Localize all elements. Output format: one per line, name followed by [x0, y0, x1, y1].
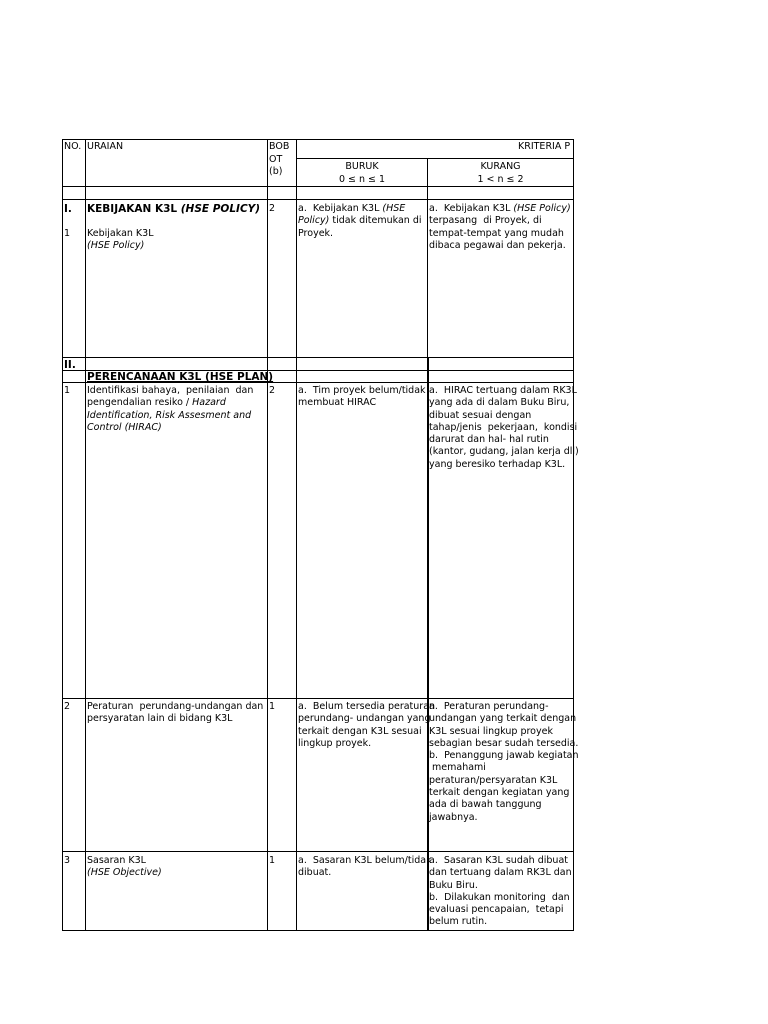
- grid-line: [62, 357, 574, 358]
- item-2-3-buruk: a. Sasaran K3L belum/tidak dibuat.: [298, 855, 432, 879]
- item-1-1-buruk-suffix: tidak ditemukan di Proyek.: [298, 215, 422, 239]
- header-uraian: URAIAN: [87, 141, 124, 152]
- item-2-2-kurang: a. Peraturan perundang- undangan yang terkait dengan K3L sesuai lingkup proyek sebagian besar sudah tersedia. b. Penanggung jawab kegiatan memahami peraturan/persyaratan K3L terkait dengan kegiatan yang ada di bawah tanggung jawabnya.: [429, 701, 579, 823]
- item-1-1-label-italic: (HSE Policy): [87, 240, 145, 251]
- grid-line: [62, 139, 574, 140]
- item-2-1-buruk: a. Tim proyek belum/tidak membuat HIRAC: [298, 385, 426, 409]
- grid-line: [267, 139, 268, 930]
- grid-line: [62, 698, 574, 699]
- grid-line: [62, 139, 63, 930]
- item-1-1-kurang-prefix: a. Kebijakan K3L: [429, 203, 514, 214]
- item-2-1-uraian-plain: Identifikasi bahaya, penilaian dan pengendalian resiko /: [87, 385, 254, 409]
- section-2-title: PERENCANAAN K3L (HSE PLAN): [87, 371, 274, 383]
- section-1-title: [87, 203, 260, 215]
- item-2-3-no: 3: [64, 855, 71, 866]
- section-1-bobot: 2: [269, 203, 276, 214]
- item-1-1-buruk-italic: (HSE Policy): [298, 203, 406, 227]
- item-2-1-uraian-italic: Hazard Identification, Risk Assesment and Control (HIRAC): [87, 397, 252, 433]
- grid-line: [62, 199, 574, 200]
- item-2-2-buruk: a. Belum tersedia peraturan perundang- undangan yang terkait dengan K3L sesuai lingkup proyek.: [298, 701, 436, 749]
- grid-line: [296, 158, 574, 159]
- item-2-2-uraian: Peraturan perundang-undangan dan persyaratan lain di bidang K3L: [87, 701, 264, 725]
- item-2-3-uraian-italic: (HSE Objective): [87, 867, 162, 878]
- item-1-1-kurang-suffix: terpasang di Proyek, di tempat-tempat yang mudah dibaca pegawai dan pekerja.: [429, 215, 566, 251]
- item-2-3-bobot: 1: [269, 855, 276, 866]
- grid-line: [296, 139, 297, 930]
- header-kurang-label: KURANG: [480, 161, 521, 172]
- item-1-1-label: Kebijakan K3L: [87, 228, 154, 239]
- item-2-2-bobot: 1: [269, 701, 276, 712]
- item-1-1-kurang: [429, 203, 571, 252]
- item-1-1-buruk-prefix: a. Kebijakan K3L: [298, 203, 383, 214]
- section-1-title-text: KEBIJAKAN K3L: [87, 203, 178, 215]
- header-kriteria: KRITERIA P: [518, 141, 571, 152]
- header-bobot: BOB OT (b): [269, 141, 290, 177]
- item-2-3-kurang: a. Sasaran K3L sudah dibuat dan tertuang dalam RK3L dan Buku Biru. b. Dilakukan monitoring dan evaluasi pencapaian, tetapi belum rutin.: [429, 855, 572, 928]
- header-buruk-range: 0 ≤ n ≤ 1: [338, 174, 386, 185]
- item-2-1-kurang: a. HIRAC tertuang dalam RK3L yang ada di dalam Buku Biru, dibuat sesuai dengan tahap/jenis pekerjaan, kondisi darurat dan hal- hal rutin (kantor, gudang, jalan kerja dll) yang beresiko terhadap K3L.: [429, 385, 579, 470]
- header-buruk-label: BURUK: [345, 161, 379, 172]
- header-kurang-range: 1 < n ≤ 2: [477, 174, 524, 185]
- item-2-3-uraian: Sasaran K3L: [87, 855, 146, 866]
- grid-line: [62, 930, 574, 931]
- item-2-2-no: 2: [64, 701, 71, 712]
- item-2-1-bobot: 2: [269, 385, 276, 396]
- grid-line: [62, 851, 574, 852]
- item-1-1-buruk: [298, 203, 422, 240]
- section-1-no: I.: [64, 203, 72, 215]
- item-1-1-kurang-italic: (HSE Policy): [513, 203, 571, 214]
- grid-line: [85, 139, 86, 930]
- item-1-1-no: 1: [64, 228, 71, 239]
- grid-line: [427, 158, 428, 358]
- section-1-title-italic: (HSE POLICY): [180, 203, 261, 215]
- section-2-no: II.: [64, 359, 76, 371]
- item-2-1-no: 1: [64, 385, 71, 396]
- item-2-1-uraian: [87, 385, 253, 434]
- header-no: NO.: [64, 141, 82, 152]
